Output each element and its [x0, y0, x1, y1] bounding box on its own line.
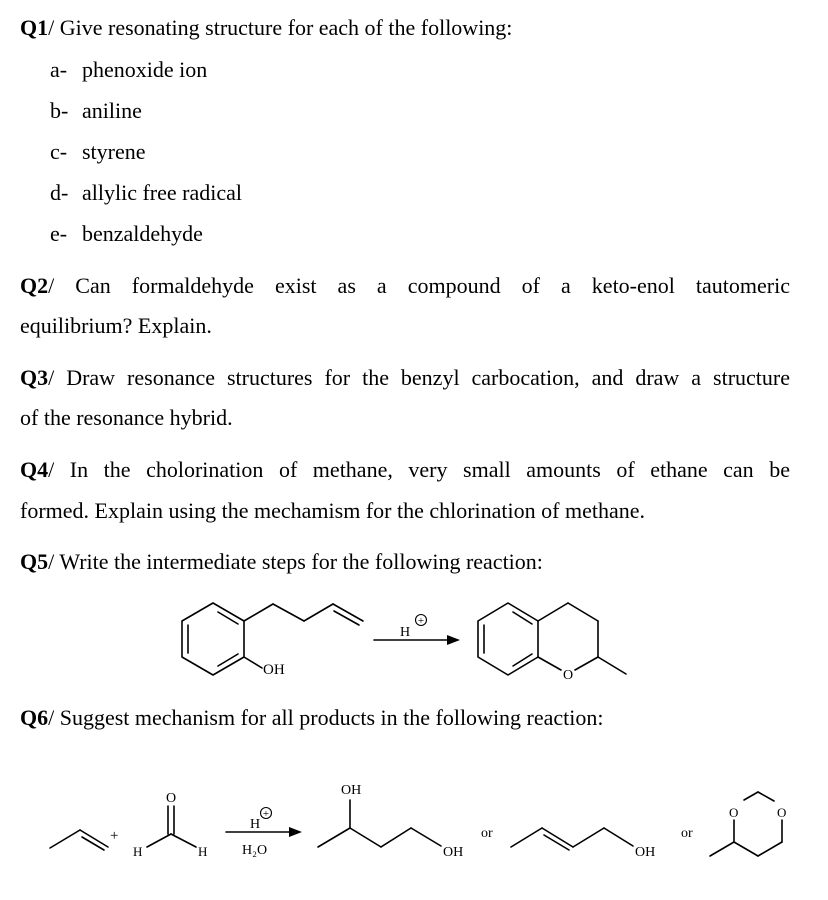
q5-reaction-scheme	[0, 590, 828, 700]
q6-product2-structure	[511, 828, 655, 860]
q6-reaction-arrow	[226, 808, 302, 859]
q3-text-1: / Draw resonance structures for the benzyl carbocation, and draw a structure	[48, 365, 790, 390]
q3-line2: of the resonance hybrid.	[20, 405, 233, 430]
q6-charge: +	[262, 808, 270, 820]
q2-text-1: / Can formaldehyde exist as a compound of a keto-enol tautomeric	[48, 273, 790, 298]
q6-product1-oh-top: OH	[341, 783, 362, 798]
item-label: allylic free radical	[82, 180, 243, 205]
q6-product3-o-right: O	[777, 805, 787, 820]
item-letter: a-	[50, 57, 68, 82]
q5-product-structure	[478, 603, 626, 683]
q1-item-b	[50, 97, 142, 125]
item-label: benzaldehyde	[82, 221, 203, 246]
q1-number: Q1	[20, 15, 49, 40]
q6-product2-oh: OH	[635, 845, 656, 860]
item-label: aniline	[82, 98, 142, 123]
q2-line1	[20, 272, 790, 300]
q5-charge: +	[417, 615, 425, 627]
q4-text-1: / In the cholorination of methane, very small amounts of ethane can be	[48, 457, 790, 482]
q6-product1-structure	[318, 783, 463, 860]
q5-reactant-structure	[182, 603, 363, 678]
q5-heading	[20, 548, 543, 576]
q6-product3-structure	[710, 792, 786, 856]
q6-plus: +	[110, 828, 119, 844]
q1-item-e	[50, 220, 203, 248]
q1-item-c	[50, 138, 146, 166]
q6-propene-structure	[50, 830, 108, 850]
q6-formaldehyde-structure	[133, 791, 207, 859]
q6-product3-o-left: O	[729, 805, 739, 820]
q5-reaction-arrow	[374, 615, 460, 646]
q3-line1	[20, 364, 790, 392]
q6-or-1: or	[481, 826, 493, 841]
q6-reagent-h: H	[250, 817, 261, 832]
q6-text: / Suggest mechanism for all products in the following reaction:	[48, 705, 604, 730]
q6-reagent-water: H₂O	[242, 843, 268, 858]
q2-line2: equilibrium? Explain.	[20, 313, 212, 338]
item-letter: e-	[50, 221, 68, 246]
q6-aldehyde-h-left: H	[133, 844, 143, 859]
q5-text: / Write the intermediate steps for the following reaction:	[48, 549, 543, 574]
item-letter: b-	[50, 98, 69, 123]
item-label: phenoxide ion	[82, 57, 208, 82]
q6-or-2: or	[681, 826, 693, 841]
q4-line2: formed. Explain using the mechamism for the chlorination of methane.	[20, 498, 645, 523]
q6-heading	[20, 704, 604, 732]
item-label: styrene	[82, 139, 146, 164]
item-letter: d-	[50, 180, 69, 205]
q1-item-d	[50, 179, 242, 207]
q6-aldehyde-h-right: H	[198, 844, 208, 859]
q4-number: Q4	[20, 457, 49, 482]
q3-number: Q3	[20, 365, 49, 390]
q6-reaction-scheme	[0, 770, 828, 880]
q2-number: Q2	[20, 273, 49, 298]
q5-product-o: O	[562, 668, 574, 683]
q6-product1-oh-end: OH	[443, 845, 464, 860]
q5-number: Q5	[20, 549, 49, 574]
q6-aldehyde-o: O	[165, 791, 177, 806]
q5-reagent-h: H	[400, 625, 411, 640]
item-letter: c-	[50, 139, 68, 164]
q4-line1	[20, 456, 790, 484]
q1-item-a	[50, 56, 207, 84]
q1-heading	[20, 14, 512, 42]
q1-text: / Give resonating structure for each of the following:	[48, 15, 513, 40]
q6-number: Q6	[20, 705, 49, 730]
q5-reactant-oh: OH	[263, 662, 285, 678]
